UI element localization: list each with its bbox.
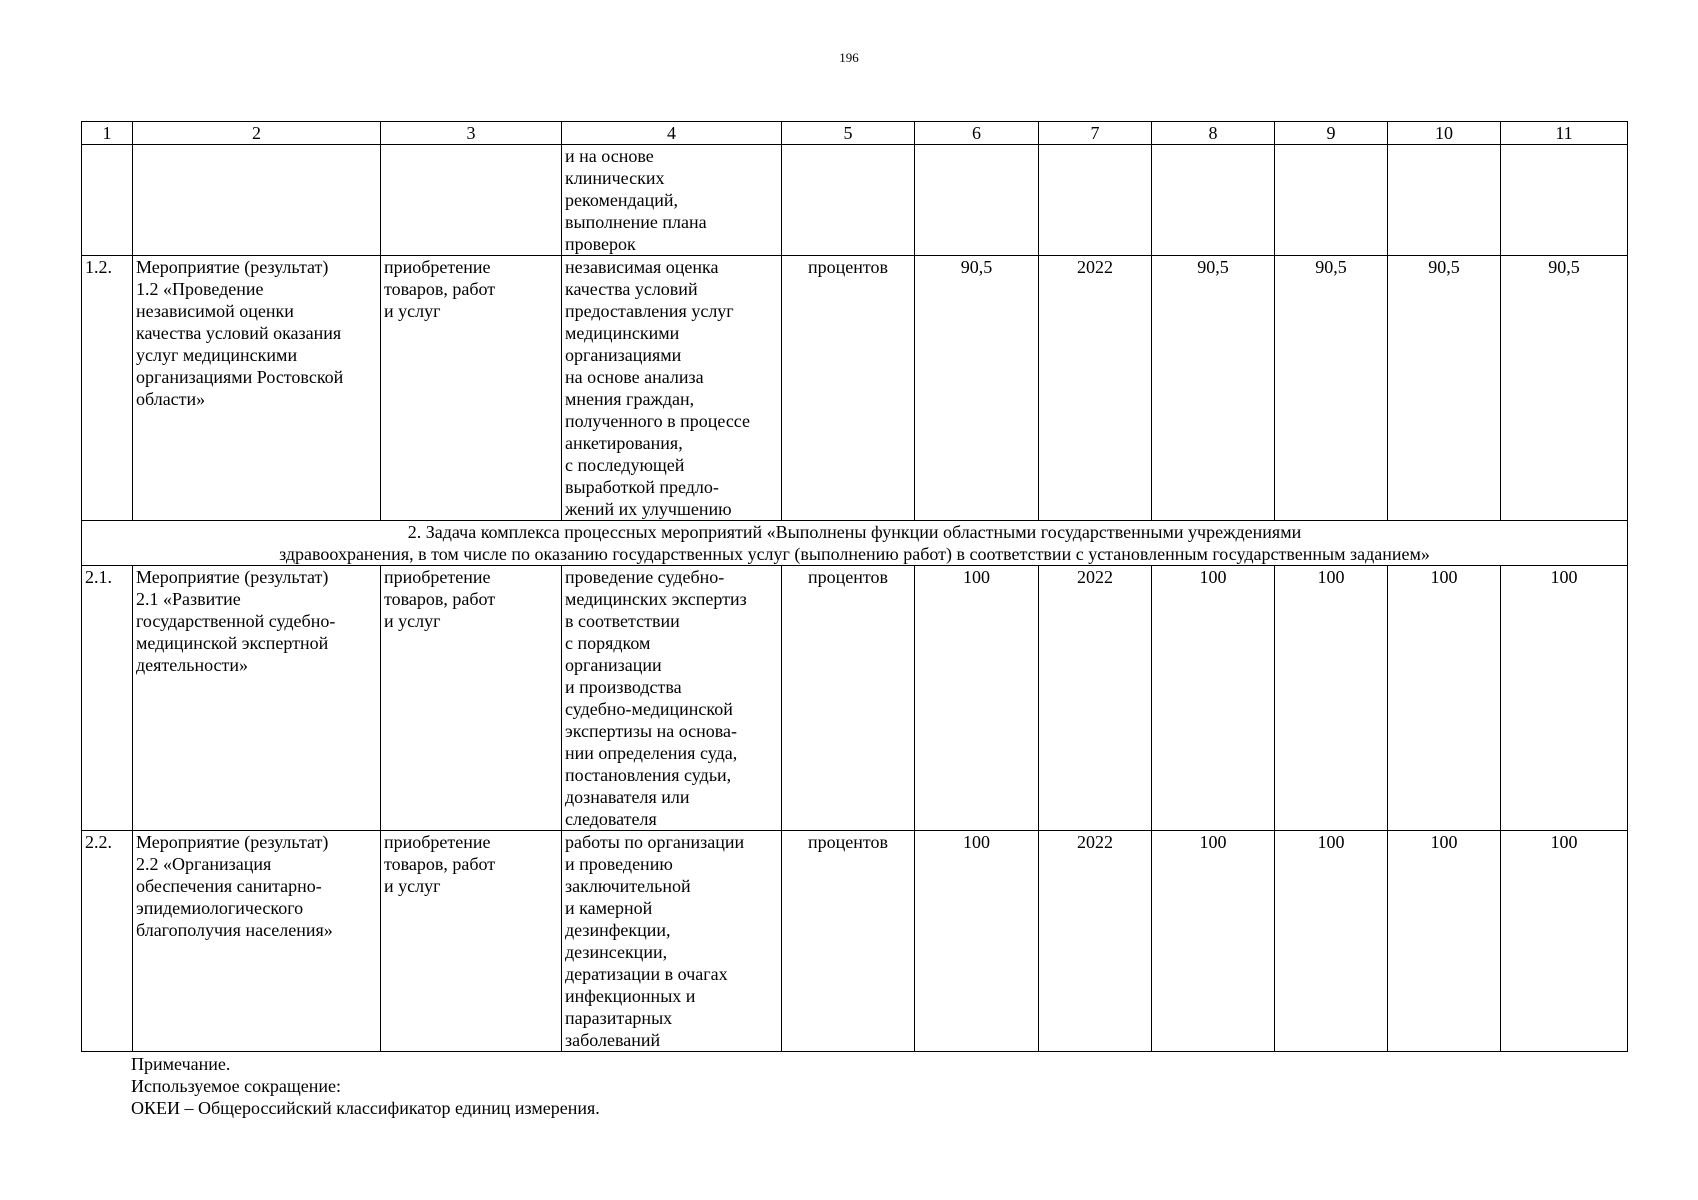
event-cell: Мероприятие (результат) 1.2 «Проведение независимой оценки качества условий оказания услуг медицинскими организациями Ростовской области» <box>133 256 381 521</box>
description-cell: независимая оценка качества условий предоставления услуг медицинскими организациями на основе анализа мнения граждан, полученного в процессе анкетирования, с последующей выработкой предло- жений их улучшению <box>562 256 782 521</box>
header-cell: 3 <box>381 122 562 145</box>
header-cell: 4 <box>562 122 782 145</box>
value-cell: 100 <box>1388 566 1501 831</box>
note-title: Примечание. <box>131 1054 231 1074</box>
header-cell: 7 <box>1039 122 1152 145</box>
value-cell: 100 <box>1501 566 1628 831</box>
note-abbreviation: ОКЕИ – Общероссийский классификатор единиц измерения. <box>131 1098 600 1118</box>
header-cell: 11 <box>1501 122 1628 145</box>
continuation-row <box>82 145 1628 256</box>
value-cell: 90,5 <box>1152 256 1275 521</box>
row-number: 2.2. <box>82 831 133 1052</box>
value-cell: 100 <box>1388 831 1501 1052</box>
value-cell: 90,5 <box>1501 256 1628 521</box>
table-row <box>82 566 1628 831</box>
value-cell: 100 <box>1152 566 1275 831</box>
header-row <box>82 122 1628 145</box>
header-cell: 9 <box>1275 122 1388 145</box>
description-cell: и на основе клинических рекомендаций, выполнение плана проверок <box>562 145 782 256</box>
unit-cell: процентов <box>782 566 915 831</box>
note-block <box>131 1053 600 1119</box>
value-cell: 100 <box>1275 831 1388 1052</box>
unit-cell: процентов <box>782 831 915 1052</box>
base-value-cell: 90,5 <box>915 256 1039 521</box>
type-cell: приобретение товаров, работ и услуг <box>381 566 562 831</box>
header-cell: 8 <box>1152 122 1275 145</box>
header-cell: 6 <box>915 122 1039 145</box>
value-cell: 100 <box>1152 831 1275 1052</box>
header-cell: 2 <box>133 122 381 145</box>
table-row <box>82 256 1628 521</box>
page-number: 196 <box>839 50 859 65</box>
event-cell: Мероприятие (результат) 2.2 «Организация обеспечения санитарно- эпидемиологического благополучия населения» <box>133 831 381 1052</box>
note-subtitle: Используемое сокращение: <box>131 1076 341 1096</box>
header-cell: 5 <box>782 122 915 145</box>
value-cell: 100 <box>1275 566 1388 831</box>
description-cell: проведение судебно- медицинских экспертиз в соответствии с порядком организации и производства судебно-медицинской экспертизы на основа- нии определения суда, постановления судьи, дознавателя или следователя <box>562 566 782 831</box>
value-cell: 90,5 <box>1388 256 1501 521</box>
header-cell: 10 <box>1388 122 1501 145</box>
section-title: 2. Задача комплекса процессных мероприятий «Выполнены функции областными государственными учреждениями здравоохранения, в том числе по оказанию государственных услуг (выполнению работ) в соответствии с установленным государственным заданием» <box>82 521 1628 566</box>
row-number: 1.2. <box>82 256 133 521</box>
row-number: 2.1. <box>82 566 133 831</box>
type-cell: приобретение товаров, работ и услуг <box>381 831 562 1052</box>
value-cell: 100 <box>1501 831 1628 1052</box>
base-year-cell: 2022 <box>1039 566 1152 831</box>
base-value-cell: 100 <box>915 566 1039 831</box>
indicators-table <box>81 121 1628 1052</box>
table-row <box>82 831 1628 1052</box>
base-value-cell: 100 <box>915 831 1039 1052</box>
unit-cell: процентов <box>782 256 915 521</box>
base-year-cell: 2022 <box>1039 256 1152 521</box>
header-cell: 1 <box>82 122 133 145</box>
value-cell: 90,5 <box>1275 256 1388 521</box>
section-row <box>82 521 1628 566</box>
event-cell: Мероприятие (результат) 2.1 «Развитие государственной судебно- медицинской экспертной деятельности» <box>133 566 381 831</box>
description-cell: работы по организации и проведению заключительной и камерной дезинфекции, дезинсекции, дератизации в очагах инфекционных и паразитарных заболеваний <box>562 831 782 1052</box>
type-cell: приобретение товаров, работ и услуг <box>381 256 562 521</box>
base-year-cell: 2022 <box>1039 831 1152 1052</box>
